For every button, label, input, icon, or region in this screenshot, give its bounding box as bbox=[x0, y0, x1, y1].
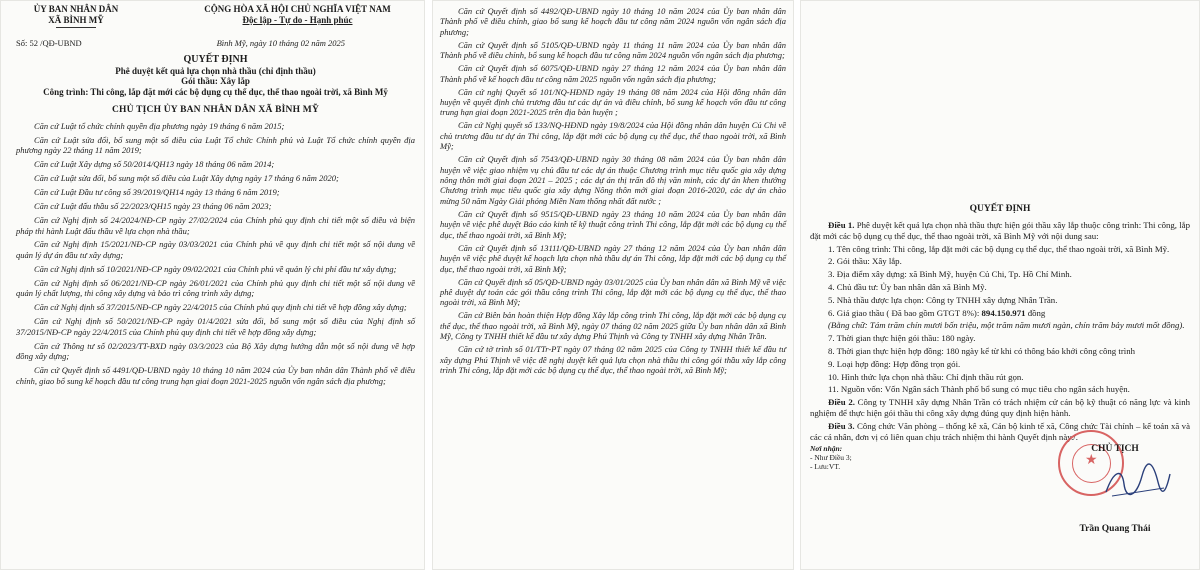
legal-basis-cont-8: Căn cứ Quyết định số 13111/QĐ-UBND ngày 27 tháng 12 năm 2024 của Ủy ban nhân dân huyện về việc phê duyệt kế hoạch lựa chọn nhà thầu dự án Thi công, lắp đặt mới các bộ dụng cụ thể dục, thể thao ngoài trời, xã Bình Mỹ; bbox=[440, 242, 786, 274]
legal-basis-1: Căn cứ Luật tổ chức chính quyền địa phương ngày 19 tháng 6 năm 2015; bbox=[34, 121, 285, 131]
legal-basis-list bbox=[16, 121, 415, 386]
agency-line-2: XÃ BÌNH MỸ bbox=[48, 14, 104, 25]
document-page-3 bbox=[800, 0, 1200, 570]
article-1-text: Phê duyệt kết quả lựa chọn nhà thầu thực hiện gói thầu xây lắp thuộc công trình: Thi công, lắp đặt mới các bộ dụng cụ thể dục, thể thao ngoài trời, xã Bình Mỹ với nội dung sau: bbox=[810, 220, 1190, 241]
legal-basis-5: Căn cứ Luật Đầu tư công số 39/2019/QH14 ngày 13 tháng 6 năm 2019; bbox=[34, 187, 280, 198]
legal-basis-9: Căn cứ Nghị định số 10/2021/NĐ-CP ngày 09/02/2021 của Chính phủ về quản lý chi phí đầu tư xây dựng; bbox=[34, 263, 397, 274]
legal-basis-8: Căn cứ Nghị định 15/2021/NĐ-CP ngày 03/03/2021 của Chính phủ về quy định chi tiết một số nội dung về quản lý dự án đầu tư xây dựng; bbox=[16, 239, 415, 261]
legal-basis-3: Căn cứ Luật Xây dựng số 50/2014/QH13 ngày 18 tháng 06 năm 2014; bbox=[34, 159, 275, 170]
legal-basis-cont-11: Căn cứ tờ trình số 01/TTr-PT ngày 07 tháng 02 năm 2025 của Công ty TNHH thiết kế đầu tư xây dựng Phú Thịnh về việc đề nghị duyệt kết quả lựa chọn nhà thầu thi công gói thầu xây lắp công trình Thi công, lắp đặt mới các bộ dụng cụ thể dục, thể thao ngoài trời, xã Bình Mỹ; bbox=[440, 344, 786, 375]
legal-basis-12: Căn cứ Nghị định số 50/2021/NĐ-CP ngày 01/4/2021 sửa đổi, bổ sung một số điều của Nghị định số 37/2015/NĐ-CP ngày 22/4/2015 của Chính phủ quy định chi tiết về hợp đồng xây dựng; bbox=[16, 316, 415, 337]
issuer-heading: CHỦ TỊCH ỦY BAN NHÂN DÂN XÃ BÌNH MỸ bbox=[111, 105, 320, 115]
document-page-1 bbox=[0, 0, 425, 570]
legal-basis-cont-4: Căn cứ nghị Quyết số 101/NQ-HĐND ngày 19 tháng 08 năm 2024 của Hội đồng nhân dân huyện về quyết định chủ trương đầu tư các dự án và điều chỉnh, bổ sung kế hoạch vốn đầu tư công trung hạn giai đoạn 2021-2025 trên địa bàn huyện ; bbox=[440, 86, 786, 118]
legal-basis-cont-5: Căn cứ Nghị quyết số 133/NQ-HĐND ngày 19/8/2024 của Hội đồng nhân dân huyện Củ Chi về chủ trương đầu tư dự án Thi công, lắp đặt mới các bộ dụng cụ thể dục, thể thao ngoài trời, xã Bình Mỹ; bbox=[440, 120, 786, 152]
signature-section bbox=[810, 444, 1190, 534]
document-subtitle-1: Phê duyệt kết quả lựa chọn nhà thầu (chỉ định thầu) bbox=[115, 65, 316, 76]
national-motto bbox=[180, 4, 415, 28]
item-3: 3. Địa điểm xây dựng: xã Bình Mỹ, huyện Củ Chi, Tp. Hồ Chí Minh. bbox=[828, 269, 1072, 280]
legal-basis-14: Căn cứ Quyết định số 4491/QĐ-UBND ngày 10 tháng 10 năm 2024 của Ủy ban nhân dân Thành phố về điều chỉnh, giao bổ sung kế hoạch đầu tư công trung hạn giai đoạn 2021-2025 nguồn vốn ngân sách địa phương; bbox=[16, 365, 415, 386]
article-3-text: Công chức Văn phòng – thống kê xã, Cán bộ kinh tế xã, Công chức Tài chính – kế toán xã và các cá nhân, đơn vị có liên quan chịu trách nhiệm thi hành Quyết định này./. bbox=[810, 420, 1190, 442]
legal-basis-cont-6: Căn cứ Quyết định số 7543/QĐ-UBND ngày 30 tháng 08 năm 2024 của Ủy ban nhân dân huyện về việc giao nhiệm vụ chủ đầu tư các dự án thuộc Chương trình mục tiêu quốc gia xây dựng nông thôn mới giai đoạn 2021 – 2025 ; các dự án thị trấn đô thị văn minh, các dự án khen thưởng Chương trình mục tiêu quốc gia xây dựng Nông thôn mới giai đoạn 2016-2020, các dự án chào mừng 50 năm Ngày Giải phóng Miền Nam thống nhất đất nước ; bbox=[440, 154, 786, 206]
legal-basis-13: Căn cứ Thông tư số 02/2023/TT-BXD ngày 03/3/2023 của Bộ Xây dựng hướng dẫn một số nội dung về hợp đồng xây dựng; bbox=[16, 340, 415, 362]
state-name: CỘNG HÒA XÃ HỘI CHỦ NGHĨA VIỆT NAM bbox=[204, 4, 391, 14]
legal-basis-10: Căn cứ Nghị định số 06/2021/NĐ-CP ngày 26/01/2021 của Chính phủ quy định chi tiết một số nội dung về quản lý chất lượng, thi công xây dựng và bảo trì công trình xây dựng; bbox=[16, 277, 415, 299]
article-1 bbox=[810, 220, 1190, 242]
legal-basis-cont-3: Căn cứ Quyết định số 6075/QĐ-UBND ngày 27 tháng 12 năm 2024 của Ủy ban nhân dân Thành phố về kế hoạch đầu tư công năm 2025 nguồn vốn ngân sách địa phương; bbox=[440, 63, 786, 84]
item-6-prefix: 6. Giá giao thầu ( Đã bao gồm GTGT 8%): bbox=[828, 307, 982, 318]
legal-basis-cont-2: Căn cứ Quyết định số 5105/QĐ-UBND ngày 11 tháng 11 năm 2024 của Ủy ban nhân dân Thành phố về điều chỉnh, bổ sung kế hoạch đầu tư công năm 2024 nguồn vốn ngân sách địa phương; bbox=[440, 39, 786, 61]
legal-basis-cont-9: Căn cứ Quyết định số 05/QĐ-UBND ngày 03/01/2025 của Ủy ban nhân dân xã Bình Mỹ về việc phê duyệt dự toán các gói thầu công trình Thi công, lắp đặt mới các bộ dụng cụ thể dục, thể thao ngoài trời, xã Bình Mỹ; bbox=[440, 276, 786, 308]
state-motto: Độc lập - Tự do - Hạnh phúc bbox=[242, 14, 353, 25]
item-2: 2. Gói thầu: Xây lắp. bbox=[828, 256, 902, 267]
article-3 bbox=[810, 421, 1190, 443]
document-header bbox=[16, 4, 415, 28]
document-subtitle-2: Gói thầu: Xây lắp bbox=[181, 76, 250, 86]
recipients-title: Nơi nhận: bbox=[810, 444, 843, 454]
signer-block bbox=[1040, 444, 1190, 534]
recipient-1: - Như Điều 3; bbox=[810, 453, 852, 463]
legal-basis-11: Căn cứ Nghị định số 37/2015/NĐ-CP ngày 22/4/2015 của Chính phủ quy định chi tiết về hợp đồng xây dựng; bbox=[34, 302, 407, 313]
item-6-suffix: đồng bbox=[1025, 307, 1046, 318]
item-7: 7. Thời gian thực hiện gói thầu: 180 ngày. bbox=[828, 333, 976, 344]
legal-basis-list-continued bbox=[440, 6, 786, 375]
legal-basis-6: Căn cứ Luật đấu thầu số 22/2023/QH15 ngày 23 tháng 06 năm 2023; bbox=[34, 201, 272, 212]
article-3-label: Điều 3. bbox=[828, 420, 855, 431]
signer-name: Trần Quang Thái bbox=[1079, 524, 1151, 535]
document-page-2 bbox=[432, 0, 794, 570]
issuing-agency bbox=[16, 4, 136, 28]
legal-basis-7: Căn cứ Nghị định số 24/2024/NĐ-CP ngày 27/02/2024 của Chính phủ quy định chi tiết một số điều và biện pháp thi hành Luật đấu thầu về lựa chọn nhà thầu; bbox=[16, 214, 415, 236]
number-date-line bbox=[16, 38, 415, 48]
item-8: 8. Thời gian thực hiện hợp đồng: 180 ngày kể từ khi có thông báo khởi công công trình bbox=[828, 345, 1135, 356]
item-1: 1. Tên công trình: Thi công, lắp đặt mới các bộ dụng cụ thể dục, thể thao ngoài trời, xã Bình Mỹ. bbox=[828, 243, 1170, 254]
item-11: 11. Nguồn vốn: Vốn Ngân sách Thành phố bổ sung có mục tiêu cho ngân sách huyện. bbox=[828, 384, 1130, 395]
document-subtitle-3: Công trình: Thi công, lắp đặt mới các bộ dụng cụ thể dục, thể thao ngoài trời, xã Bình Mỹ bbox=[43, 86, 388, 97]
contract-price: 894.150.971 bbox=[981, 307, 1026, 318]
item-10: 10. Hình thức lựa chọn nhà thầu: Chỉ định thầu rút gọn. bbox=[828, 371, 1024, 382]
item-9: 9. Loại hợp đồng: Hợp đồng trọn gói. bbox=[828, 358, 961, 369]
seal-star-icon: ★ bbox=[1085, 453, 1098, 469]
place-date: Bình Mỹ, ngày 10 tháng 02 năm 2025 bbox=[216, 38, 345, 48]
item-4: 4. Chủ đầu tư: Ủy ban nhân dân xã Bình Mỹ. bbox=[828, 281, 987, 292]
price-in-words: (Bằng chữ: Tám trăm chín mươi bốn triệu, một trăm năm mươi ngàn, chín trăm bảy mươi mốt đồng). bbox=[828, 320, 1185, 331]
legal-basis-cont-7: Căn cứ Quyết định số 9515/QĐ-UBND ngày 23 tháng 10 năm 2024 của Ủy ban nhân dân huyện về việc phê duyệt Báo cáo kinh tế kỹ thuật công trình Thi công, lắp đặt mới các bộ dụng cụ thể dục, thể thao ngoài trời, xã Bình Mỹ; bbox=[440, 208, 786, 240]
item-6 bbox=[810, 308, 1190, 319]
legal-basis-2: Căn cứ Luật sửa đổi, bổ sung một số điều của Luật Tổ chức Chính phủ và Luật Tổ chức chính quyền địa phương ngày 22 tháng 11 năm 2019; bbox=[16, 134, 415, 156]
recipients bbox=[810, 444, 930, 534]
decision-heading: QUYẾT ĐỊNH bbox=[969, 204, 1031, 214]
article-2-label: Điều 2. bbox=[828, 397, 855, 408]
item-5: 5. Nhà thầu được lựa chọn: Công ty TNHH xây dựng Nhân Trần. bbox=[828, 294, 1058, 305]
document-number: Số: 52 /QĐ-UBND bbox=[16, 38, 82, 48]
article-2 bbox=[810, 397, 1190, 419]
document-title: QUYẾT ĐỊNH bbox=[183, 54, 248, 65]
legal-basis-cont-1: Căn cứ Quyết định số 4492/QĐ-UBND ngày 10 tháng 10 năm 2024 của Ủy ban nhân dân Thành phố về điều chỉnh, giao bổ sung kế hoạch đầu tư công năm 2024 nguồn vốn ngân sách địa phương; bbox=[440, 6, 786, 37]
signer-title: CHỦ TỊCH bbox=[1091, 444, 1139, 455]
article-2-text: Công ty TNHH xây dựng Nhân Trần có trách nhiệm cử cán bộ kỹ thuật có năng lực và kinh nghiệm để thực hiện gói thầu thi công xây dựng đúng quy định hiện hành. bbox=[810, 397, 1190, 418]
agency-line-1: ỦY BAN NHÂN DÂN bbox=[33, 4, 119, 14]
recipient-2: - Lưu:VT. bbox=[810, 462, 841, 472]
legal-basis-cont-10: Căn cứ Biên bản hoàn thiện Hợp đồng Xây lắp công trình Thi công, lắp đặt mới các bộ dụng cụ thể dục, thể thao ngoài trời, xã Bình Mỹ, ngày 07 tháng 02 năm 2025 giữa Ủy ban nhân dân xã Bình Mỹ, Công ty TNHH thiết kế đầu tư xây dựng Phú Thịnh và Công ty TNHH xây dựng Nhân Trần. bbox=[440, 310, 786, 342]
handwritten-signature-icon bbox=[1102, 462, 1172, 502]
legal-basis-4: Căn cứ Luật sửa đổi, bổ sung một số điều của Luật Xây dựng ngày 17 tháng 6 năm 2020; bbox=[34, 173, 339, 184]
agency-underline bbox=[56, 27, 96, 28]
article-1-label: Điều 1. bbox=[828, 220, 855, 230]
